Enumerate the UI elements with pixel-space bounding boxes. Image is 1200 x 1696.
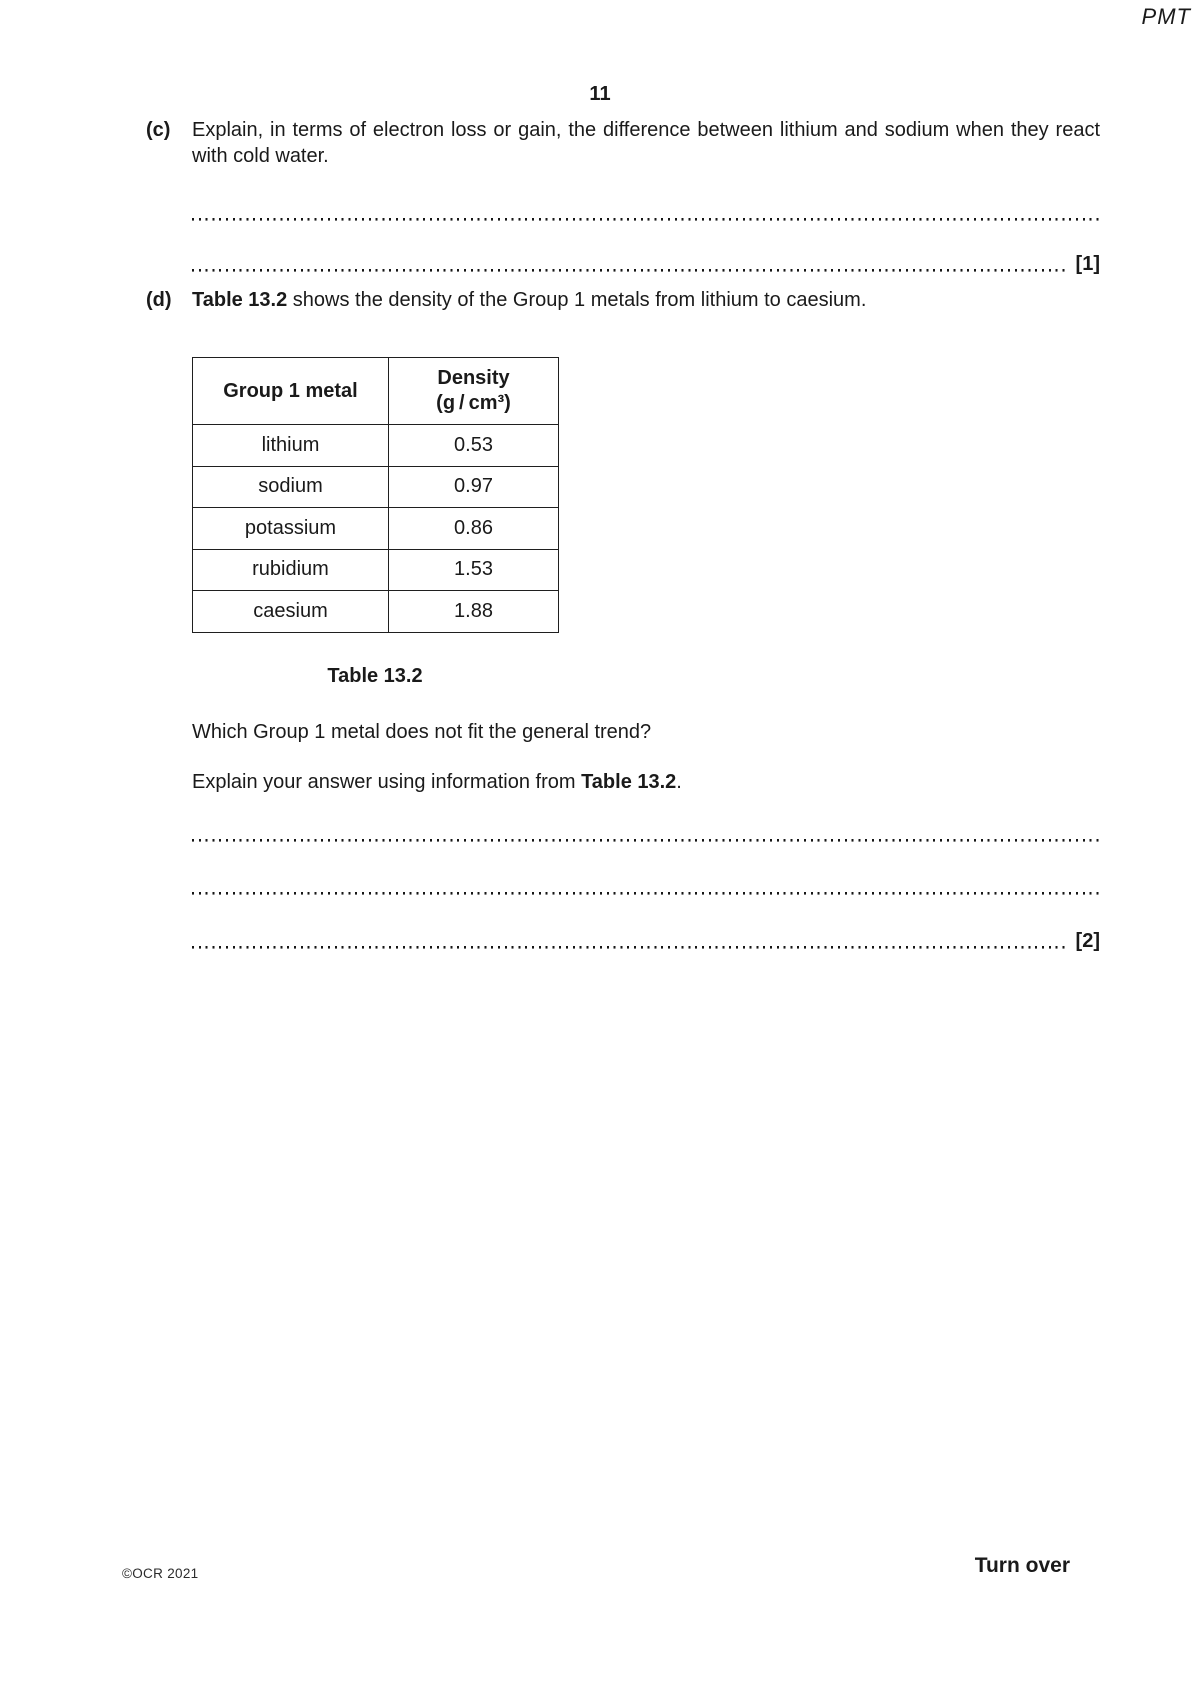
table-header-row [193,358,559,425]
cell-density: 0.97 [389,466,559,508]
cell-density: 1.53 [389,549,559,591]
question-d-label: (d) [146,289,172,311]
table-row [193,591,559,633]
header-group1-metal: Group 1 metal [193,358,389,425]
dotted-rule [192,892,1100,895]
part2-suffix: . [676,771,682,793]
marks-c: [1] [1075,253,1100,275]
question-d [146,287,1100,313]
density-table [192,357,559,633]
question-c-label: (c) [146,119,171,141]
table-row [193,425,559,467]
dotted-rule [192,839,1100,842]
header-density-line2: (g / cm³) [436,392,511,414]
part2-prefix: Explain your answer using information from [192,771,582,793]
cell-metal: sodium [193,466,389,508]
cell-metal: caesium [193,591,389,633]
turn-over-label: Turn over [974,1554,1070,1577]
question-c-prompt: Explain, in terms of electron loss or gain, the difference between lithium and sodium when they react with cold water. [192,119,1100,167]
header-density [389,358,559,425]
page-number: 11 [589,83,611,105]
table-ref-bold: Table 13.2 [192,289,288,311]
pmt-watermark: PMT [1141,4,1191,29]
answer-line [192,217,1100,223]
cell-metal: potassium [193,508,389,550]
question-c [146,117,1100,169]
copyright-notice: ©OCR 2021 [122,1566,199,1581]
dotted-rule [192,946,1068,949]
question-d-part1: Which Group 1 metal does not fit the general trend? [192,721,652,743]
cell-metal: rubidium [193,549,389,591]
header-density-line1: Density [437,367,510,389]
marks-d: [2] [1075,930,1100,952]
answer-line [192,838,1100,844]
cell-density: 1.88 [389,591,559,633]
part2-table-ref: Table 13.2 [581,771,677,793]
table-row [193,549,559,591]
dotted-rule [192,269,1068,272]
dotted-rule [192,218,1100,221]
answer-line-with-marks [192,927,1100,951]
question-d-part2 [192,769,1100,795]
cell-metal: lithium [193,425,389,467]
table-row [193,466,559,508]
table-row [193,508,559,550]
answer-line [192,891,1100,897]
cell-density: 0.86 [389,508,559,550]
answer-line-with-marks [192,250,1100,274]
question-d-intro [192,287,1100,313]
intro-rest: shows the density of the Group 1 metals from lithium to caesium. [287,289,867,311]
table-caption: Table 13.2 [327,665,423,687]
cell-density: 0.53 [389,425,559,467]
